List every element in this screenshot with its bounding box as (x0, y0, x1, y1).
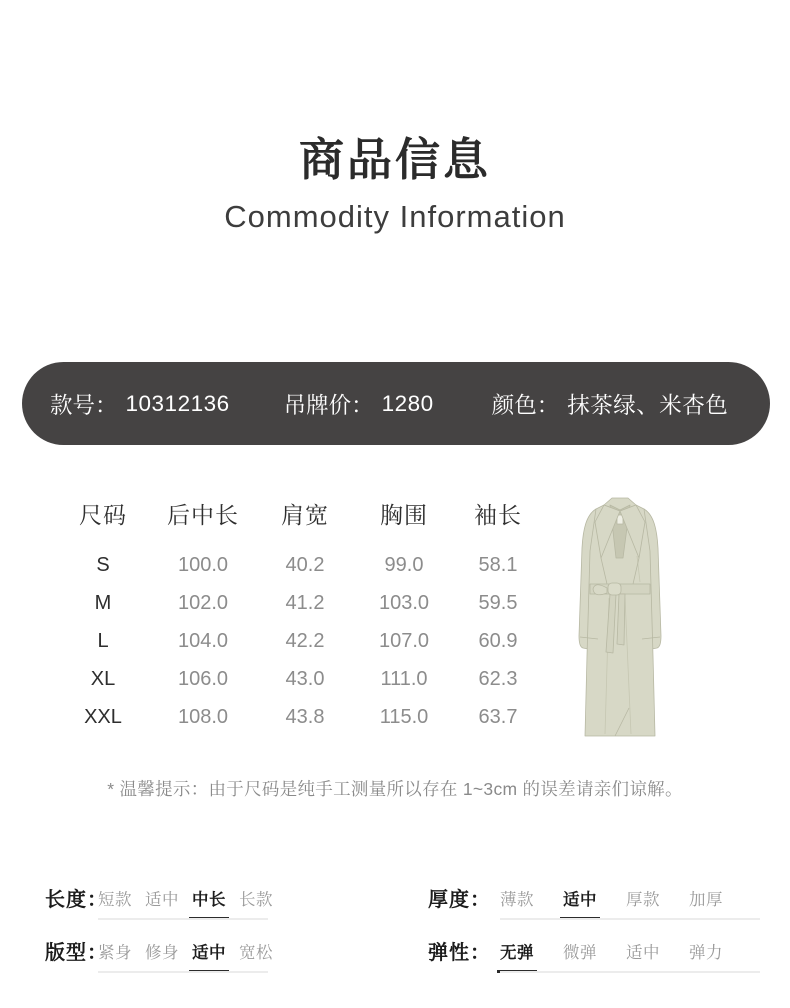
value-cell: 111.0 (380, 667, 428, 690)
attribute-options-thickness (500, 883, 760, 920)
value-cell: 63.7 (478, 705, 518, 728)
table-row-xl (53, 660, 545, 698)
option-thickness-thin[interactable]: 薄款 (500, 891, 534, 909)
option-fit-tight[interactable]: 紧身 (98, 944, 132, 962)
size-table-header (53, 490, 545, 536)
table-row-s (53, 546, 545, 584)
option-length-short[interactable]: 短款 (98, 891, 132, 909)
size-tolerance-note: * 温馨提示：由于尺码是纯手工测量所以存在 1~3cm 的误差请亲们谅解。 (107, 779, 683, 799)
option-fit-loose[interactable]: 宽松 (239, 944, 273, 962)
value-cell: 115.0 (379, 705, 429, 728)
option-fit-slim[interactable]: 修身 (145, 944, 179, 962)
style-number-value: 10312136 (125, 390, 230, 416)
option-elasticity-slight[interactable]: 微弹 (563, 944, 597, 962)
trench-coat-illustration (565, 496, 675, 741)
size-cell: M (94, 591, 112, 614)
value-cell: 60.9 (478, 629, 518, 652)
attribute-label-length: 长度： (45, 889, 108, 911)
table-row-xxl (53, 698, 545, 736)
value-cell: 43.0 (285, 667, 325, 690)
attribute-label-fit: 版型： (45, 942, 108, 964)
option-thickness-extra-thick[interactable]: 加厚 (689, 891, 723, 909)
attribute-options-length (98, 883, 273, 920)
table-row-l (53, 622, 545, 660)
option-fit-regular-selected[interactable]: 适中 (189, 936, 229, 973)
page-title: 商品信息 (298, 134, 491, 185)
column-header-back-length: 后中长 (167, 501, 239, 528)
value-cell: 104.0 (177, 629, 229, 652)
table-row-m (53, 584, 545, 622)
color-label: 颜色： (491, 392, 560, 418)
attribute-options-fit (98, 936, 273, 973)
value-cell: 100.0 (177, 553, 229, 576)
color-value: 抹茶绿、米杏色 (567, 392, 729, 418)
option-thickness-medium-selected[interactable]: 适中 (560, 883, 600, 920)
product-photo-trench-coat (565, 496, 675, 741)
option-thickness-thick[interactable]: 厚款 (626, 891, 660, 909)
column-header-sleeve: 袖长 (474, 501, 522, 528)
value-cell: 41.2 (285, 591, 325, 614)
attribute-label-elasticity: 弹性： (428, 942, 491, 964)
product-info-bar (22, 362, 770, 445)
value-cell: 99.0 (384, 553, 424, 576)
size-cell: L (97, 629, 109, 652)
tag-price-label: 吊牌价： (283, 392, 374, 418)
value-cell: 108.0 (177, 705, 229, 728)
value-cell: 59.5 (478, 591, 518, 614)
value-cell: 62.3 (478, 667, 518, 690)
page-subtitle: Commodity Information (224, 199, 566, 234)
column-header-bust: 胸围 (380, 501, 428, 528)
option-length-medium[interactable]: 适中 (145, 891, 179, 909)
option-length-long[interactable]: 长款 (239, 891, 273, 909)
attribute-options-elasticity (500, 936, 760, 973)
option-elasticity-stretchy[interactable]: 弹力 (689, 944, 723, 962)
value-cell: 43.8 (285, 705, 325, 728)
attribute-label-thickness: 厚度： (428, 889, 491, 911)
value-cell: 102.0 (177, 591, 229, 614)
tag-price-value: 1280 (381, 390, 434, 416)
option-length-midlong-selected[interactable]: 中长 (189, 883, 229, 920)
size-cell: S (96, 553, 110, 576)
value-cell: 40.2 (285, 553, 325, 576)
style-number-label: 款号： (50, 392, 118, 418)
size-cell: XXL (84, 705, 122, 728)
value-cell: 58.1 (478, 553, 518, 576)
column-header-shoulder: 肩宽 (281, 501, 329, 528)
tag-price-item (284, 388, 434, 420)
size-table-body (53, 546, 545, 736)
value-cell: 107.0 (378, 629, 430, 652)
style-number-item (50, 388, 230, 420)
option-elasticity-medium[interactable]: 适中 (626, 944, 660, 962)
value-cell: 103.0 (378, 591, 430, 614)
value-cell: 106.0 (177, 667, 229, 690)
column-header-size: 尺码 (79, 501, 127, 528)
value-cell: 42.2 (285, 629, 325, 652)
size-cell: XL (90, 667, 116, 690)
size-table (53, 490, 545, 736)
color-item (492, 388, 729, 420)
option-elasticity-none-selected[interactable]: 无弹 (497, 936, 537, 973)
